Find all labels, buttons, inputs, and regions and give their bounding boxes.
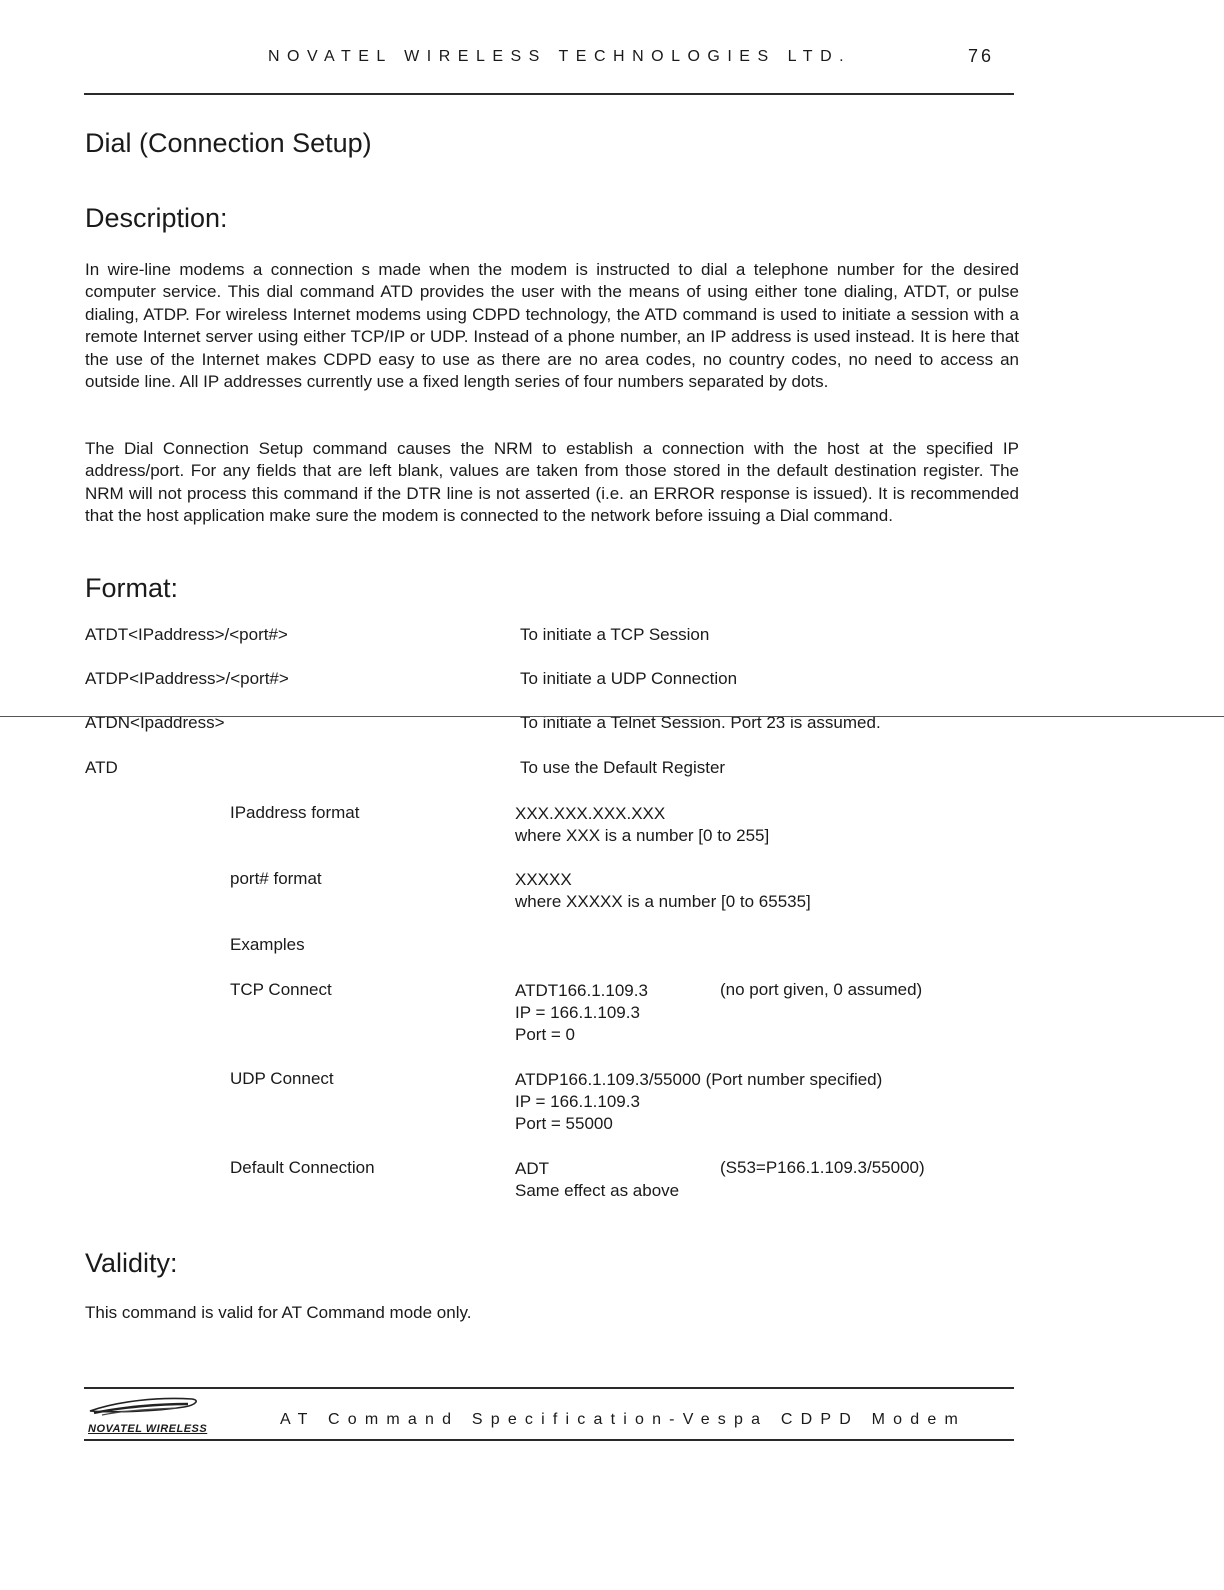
tcp-connect-comment: (no port given, 0 assumed) <box>720 980 923 999</box>
udp-connect-label: UDP Connect <box>230 1069 334 1088</box>
format-command: ATDN<Ipaddress> <box>85 713 225 732</box>
default-connection-command: ADT <box>515 1159 549 1178</box>
tcp-connect-label: TCP Connect <box>230 980 332 999</box>
format-command: ATD <box>85 758 118 777</box>
default-connection-comment: (S53=P166.1.109.3/55000) <box>720 1158 925 1177</box>
header-company: NOVATEL WIRELESS TECHNOLOGIES LTD. <box>268 48 852 65</box>
examples-label: Examples <box>230 935 305 954</box>
description-paragraph-1: In wire-line modems a connection s made when the modem is instructed to dial a telephone number for the desired computer service. This dial command ATD provides the user with the means of using either tone dialing, ATDT, or pulse dialing, ATDP. For wireless Internet modems using CDPD technology, the ATD command is used to initiate a session with a remote Internet server using either TCP/IP or UDP. Instead of a phone number, an IP address is used instead. It is here that the use of the Internet makes CDPD easy to use as there are no area codes, no country codes, no need to access an outside line. All IP addresses currently use a fixed length series of four numbers separated by dots. <box>85 260 1019 392</box>
port-format-pattern: XXXXX <box>515 870 572 889</box>
format-description: To use the Default Register <box>520 758 726 777</box>
scan-line <box>0 716 1224 717</box>
section-title: Dial (Connection Setup) <box>85 128 372 158</box>
logo-text: NOVATEL WIRELESS <box>88 1423 208 1435</box>
format-row <box>85 669 1015 693</box>
format-description: To initiate a Telnet Session. Port 23 is assumed. <box>520 713 881 732</box>
port-format-note: where XXXXX is a number [0 to 65535] <box>515 892 811 911</box>
page-number: 76 <box>968 46 995 66</box>
tcp-connect-command: ATDT166.1.109.3 <box>515 981 648 1000</box>
footer-divider-top <box>84 1387 1014 1389</box>
description-heading: Description: <box>85 203 228 233</box>
ip-format-note: where XXX is a number [0 to 255] <box>515 826 770 845</box>
format-row <box>85 758 1015 782</box>
tcp-connect-ip: IP = 166.1.109.3 <box>515 1003 640 1022</box>
ip-format-value <box>515 803 769 847</box>
udp-connect-command: ATDP166.1.109.3/55000 (Port number specified) <box>515 1070 883 1089</box>
ip-format-label: IPaddress format <box>230 803 360 822</box>
udp-connect-value <box>515 1069 882 1135</box>
format-description: To initiate a UDP Connection <box>520 669 738 688</box>
format-command: ATDP<IPaddress>/<port#> <box>85 669 289 688</box>
novatel-logo <box>88 1393 208 1439</box>
udp-connect-ip: IP = 166.1.109.3 <box>515 1092 640 1111</box>
header-divider <box>84 93 1014 95</box>
validity-text: This command is valid for AT Command mode only. <box>85 1303 472 1322</box>
footer-title: AT Command Specification-Vespa CDPD Modem <box>280 1411 966 1428</box>
ip-format-pattern: XXX.XXX.XXX.XXX <box>515 804 666 823</box>
logo-swoosh-icon <box>88 1393 203 1423</box>
udp-connect-port: Port = 55000 <box>515 1114 613 1133</box>
description-paragraph-2: The Dial Connection Setup command causes the NRM to establish a connection with the host at the specified IP address/port. For any fields that are left blank, values are taken from those stored in the default destination register. The NRM will not process this command if the DTR line is not asserted (i.e. an ERROR response is issued). It is recommended that the host application make sure the modem is connected to the network before issuing a Dial command. <box>85 439 1019 526</box>
port-format-value <box>515 869 811 913</box>
default-connection-label: Default Connection <box>230 1158 375 1177</box>
tcp-connect-value <box>515 980 648 1046</box>
default-connection-note: Same effect as above <box>515 1181 680 1200</box>
format-heading: Format: <box>85 573 179 603</box>
validity-heading: Validity: <box>85 1248 178 1278</box>
default-connection-value <box>515 1158 679 1202</box>
format-description: To initiate a TCP Session <box>520 625 710 644</box>
tcp-connect-port: Port = 0 <box>515 1025 576 1044</box>
footer-divider-bottom <box>84 1439 1014 1441</box>
format-command: ATDT<IPaddress>/<port#> <box>85 625 288 644</box>
format-row <box>85 625 1015 649</box>
port-format-label: port# format <box>230 869 322 888</box>
